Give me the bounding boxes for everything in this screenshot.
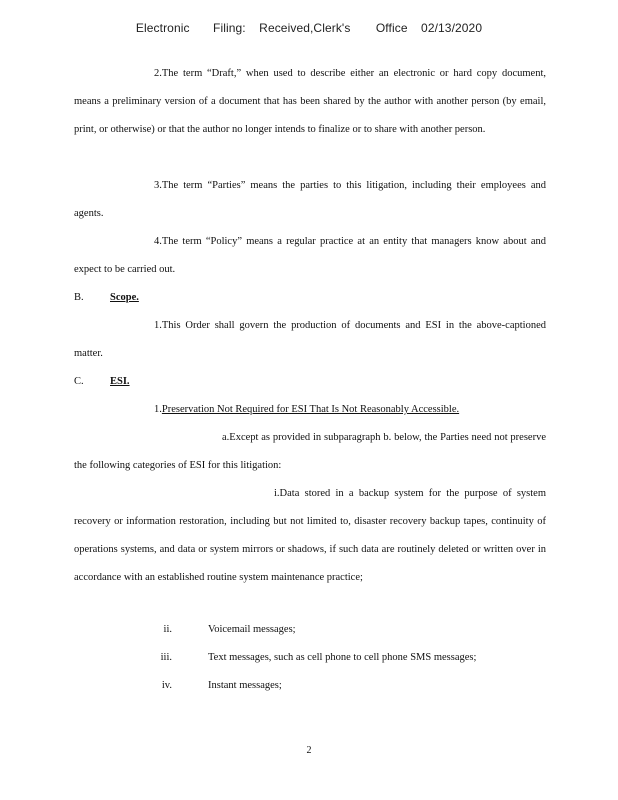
item-number: iii. [160,652,172,663]
item-text: Data stored in a backup system for the purpose of system recovery or information restoration, including but not limited to, disaster recovery backup tapes, continuity of operations systems, and data or system mirrors or shadows, if such data are routinely deleted or written over in accordance with an established routine system maintenance practice; [74,488,546,583]
definition-paragraph-4 [74,228,546,284]
definition-paragraph-3 [74,172,546,228]
definition-paragraph-2 [74,60,546,144]
paragraph-text: This Order shall govern the production of documents and ESI in the above-captioned matter. [74,320,546,359]
paragraph-number: 1. [154,320,162,331]
paragraph-number: 1. [154,404,162,415]
paragraph-text: The term “Policy” means a regular practice at an entity that managers know about and expect to be carried out. [74,236,546,275]
section-title: ESI. [110,376,130,387]
paragraph-number: 2. [154,68,162,79]
header-electronic: Electronic [135,21,190,35]
paragraph-number: 4. [154,236,162,247]
item-text: Text messages, such as cell phone to cell phone SMS messages; [208,652,477,663]
esi-subsection-1 [74,396,546,424]
subsection-title: Preservation Not Required for ESI That Is Not Reasonably Accessible. [161,404,460,415]
header-date: 02/13/2020 [421,21,483,35]
esi-item-i [74,480,546,592]
section-heading-scope [74,284,139,312]
header-filing: Filing: [213,21,246,35]
item-number: iv. [161,680,172,691]
efiling-header [0,21,618,35]
paragraph-text: The term “Draft,” when used to describe either an electronic or hard copy document, means a preliminary version of a document that has been shared by the author with another person (by email, print, or otherwise) or that the author no longer intends to finalize or to share with another person. [74,68,546,135]
item-text: Instant messages; [208,680,282,691]
scope-paragraph-1 [74,312,546,368]
esi-subparagraph-a [74,424,546,480]
paragraph-text: The term “Parties” means the parties to this litigation, including their employees and agents. [74,180,546,219]
paragraph-number: a. [222,432,230,443]
paragraph-text: Except as provided in subparagraph b. below, the Parties need not preserve the following categories of ESI for this litigation: [74,432,546,471]
esi-item-ii [128,616,296,644]
item-number: i. [274,488,280,499]
section-label: B. [74,292,84,303]
header-office: Office [375,21,408,35]
section-heading-esi [74,368,130,396]
page-number: 2 [306,745,312,756]
item-text: Voicemail messages; [208,624,296,635]
section-title: Scope. [110,292,139,303]
paragraph-number: 3. [154,180,162,191]
header-received: Received,Clerk's [259,21,351,35]
esi-item-iii [128,644,476,672]
item-number: ii. [163,624,172,635]
esi-item-iv [128,672,282,700]
section-label: C. [74,376,84,387]
